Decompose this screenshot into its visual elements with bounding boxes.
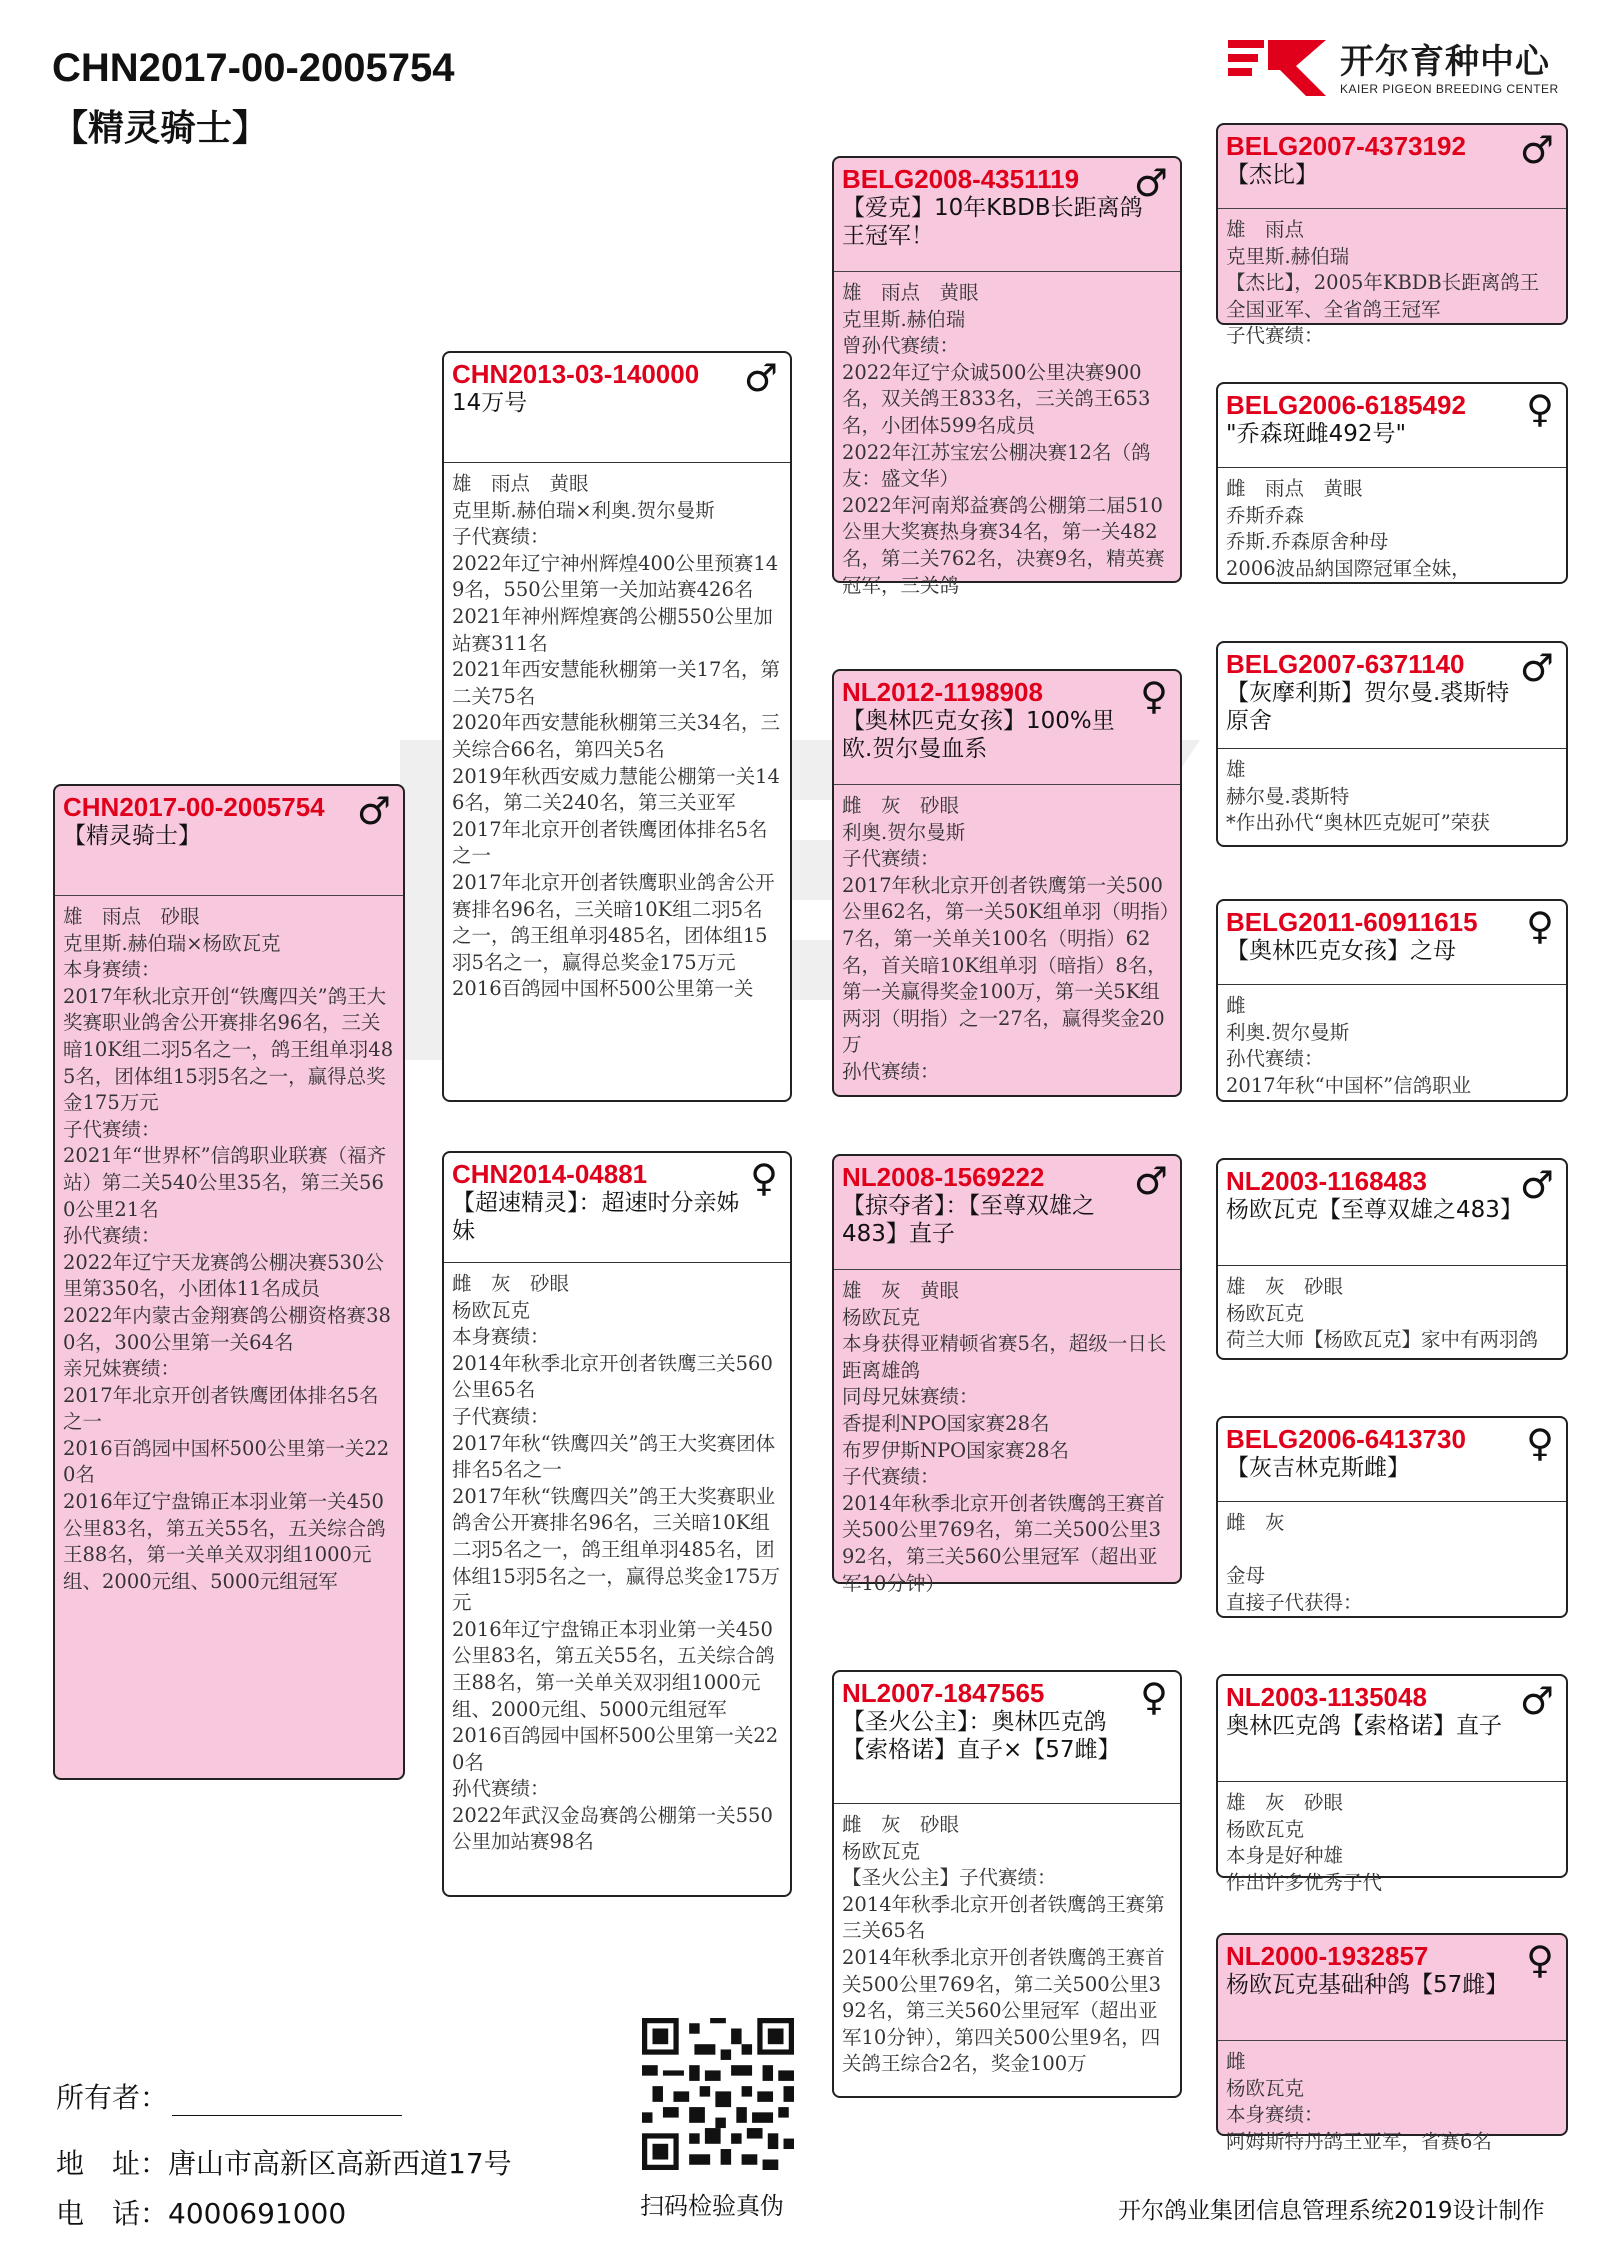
pigeon-name: 【圣火公主】：奥林匹克鸽【索格诺】直子×【57雌】	[842, 1709, 1121, 1763]
logo-mark-icon	[1228, 36, 1328, 100]
reg-number: NL2000-1932857	[1226, 1941, 1429, 1971]
pigeon-details: 雌 利奥.贺尔曼斯 孙代赛绩： 2017年秋“中国杯”信鸽职业	[1226, 994, 1472, 1097]
card-dam-sire	[832, 1154, 1182, 1595]
pigeon-details: 雄 灰 砂眼 杨欧瓦克 荷兰大师【杨欧瓦克】家中有两羽鸽	[1226, 1275, 1539, 1352]
owner-row	[56, 2076, 402, 2116]
pigeon-details: 雄 雨点 黄眼 克里斯.赫伯瑞 曾孙代赛绩： 2022年辽宁众诚500公里决赛900名，双关鸽王833名，三关鸽王653名，小团体599名成员 2022年江苏宝宏公棚决赛12名（鸽友：盛文华） 2022年河南郑益赛鸽公棚第二届510公里大奖赛热身赛34名，第一关482名，第二关762名，决赛9名，精英赛冠军，三关鸽	[842, 281, 1165, 597]
male-icon: ♂	[1133, 161, 1168, 205]
reg-number: BELG2007-4373192	[1226, 131, 1466, 161]
card-sire-sire	[832, 156, 1182, 597]
system-credit: 开尔鸽业集团信息管理系统2019设计制作	[1118, 2198, 1545, 2224]
pigeon-details: 雌 灰 砂眼 利奥.贺尔曼斯 子代赛绩： 2017年秋北京开创者铁鹰第一关500公里62名，第一关50K组单羽（明指）7名，第一关单关100名（明指）62名，首关暗10K组单羽（暗指）8名，第一关赢得奖金100万，第一关5K组两羽（明指）之一27名，赢得奖金20万 孙代赛绩：	[842, 794, 1170, 1083]
reg-number: NL2003-1168483	[1226, 1166, 1427, 1196]
reg-number: BELG2007-6371140	[1226, 649, 1465, 679]
pigeon-name: 【超速精灵】：超速时分亲姊妹	[452, 1190, 740, 1244]
card-dds	[1216, 1674, 1568, 1894]
pigeon-name: "乔森斑雌492号"	[1226, 421, 1407, 447]
phone-value: 4000691000	[168, 2197, 347, 2230]
phone-label: 电 话：	[56, 2197, 169, 2230]
logo-chinese-name: 开尔育种中心	[1340, 42, 1550, 82]
pigeon-name: 【爱克】10年KBDB长距离鸽王冠军！	[842, 195, 1143, 249]
male-icon: ♂	[1519, 646, 1554, 690]
card-dam-dam	[832, 1670, 1182, 2098]
reg-number: NL2008-1569222	[842, 1162, 1045, 1192]
pigeon-name: 【灰摩利斯】贺尔曼.裘斯特原舍	[1226, 680, 1510, 734]
male-icon: ♂	[356, 789, 391, 833]
female-icon: ♀	[750, 1156, 778, 1200]
address-value: 唐山市高新区高新西道17号	[168, 2147, 512, 2180]
reg-number: NL2003-1135048	[1226, 1682, 1427, 1712]
pigeon-details: 雌 杨欧瓦克 本身赛绩： 阿姆斯特丹鸽王亚军，省赛6名	[1226, 2050, 1492, 2153]
pigeon-name: 【掠夺者】：【至尊双雄之483】直子	[842, 1193, 1095, 1247]
pigeon-name: 杨欧瓦克基础种鸽【57雌】	[1226, 1972, 1509, 1998]
pigeon-details: 雌 雨点 黄眼 乔斯乔森 乔斯.乔森原舍种母 2006波品納国際冠軍全妹，	[1226, 477, 1471, 580]
card-dss	[1216, 1158, 1568, 1360]
reg-number: CHN2013-03-140000	[452, 359, 700, 389]
qr-code-icon[interactable]	[642, 2018, 794, 2170]
male-icon: ♂	[1519, 1679, 1554, 1723]
reg-number: CHN2017-00-2005754	[63, 792, 325, 822]
pigeon-name: 【灰吉林克斯雌】	[1226, 1455, 1410, 1481]
pigeon-details: 雄 雨点 克里斯.赫伯瑞 【杰比】，2005年KBDB长距离鸽王全国亚军、全省鸽王冠军 子代赛绩：	[1226, 218, 1540, 348]
pigeon-name: 14万号	[452, 390, 528, 416]
female-icon: ♀	[1526, 1421, 1554, 1465]
pigeon-details: 雄 雨点 砂眼 克里斯.赫伯瑞×杨欧瓦克 本身赛绩： 2017年秋北京开创“铁鹰四关”鸽王大奖赛职业鸽舍公开赛排名96名，三关暗10K组二羽5名之一，鸽王组单羽485名，团体组15羽5名之一，赢得总奖金175万元 子代赛绩： 2021年“世界杯”信鸽职业联赛（福齐站）第二关540公里35名，第三关560公里21名 孙代赛绩： 2022年辽宁天龙赛鸽公棚决赛530公里第350名，小团体11名成员 2022年内蒙古金翔赛鸽公棚资格赛380名，300公里第一关64名 亲兄妹赛绩： 2017年北京开创者铁鹰团体排名5名之一 2016百鸽园中国杯500公里第一关220名 2016年辽宁盘锦正本羽业第一关450公里83名，第五关55名，五关综合鸽王88名，第一关单关双羽组1000元组、2000元组、5000元组冠军	[63, 905, 394, 1593]
logo-english-name: KAIER PIGEON BREEDING CENTER	[1340, 82, 1559, 96]
reg-number: CHN2014-04881	[452, 1159, 648, 1189]
reg-number: BELG2006-6185492	[1226, 390, 1466, 420]
owner-label: 所有者：	[56, 2081, 169, 2114]
pigeon-details: 雌 灰 砂眼 杨欧瓦克 本身赛绩： 2014年秋季北京开创者铁鹰三关560公里65名 子代赛绩： 2017年秋“铁鹰四关”鸽王大奖赛团体排名5名之一 2017年秋“铁鹰四关”鸽王大奖赛职业鸽舍公开赛排名96名，三关暗10K组二羽5名之一，鸽王组单羽485名，团体组15羽5名之一，赢得总奖金175万元 2016年辽宁盘锦正本羽业第一关450公里83名，第五关55名，五关综合鸽王88名，第一关单关双羽组1000元组、2000元组、5000元组冠军 2016百鸽园中国杯500公里第一关220名 孙代赛绩： 2022年武汉金岛赛鸽公棚第一关550公里加站赛98名	[452, 1272, 780, 1854]
female-icon: ♀	[1140, 674, 1168, 718]
pigeon-name: 奥林匹克鸽【索格诺】直子	[1226, 1713, 1502, 1739]
female-icon: ♀	[1526, 387, 1554, 431]
reg-number: BELG2011-60911615	[1226, 907, 1478, 937]
card-sire	[442, 351, 792, 1102]
pigeon-details: 雄 赫尔曼.裘斯特 *作出孙代“奥林匹克妮可”荣获	[1226, 758, 1490, 835]
pedigree-title-name: 【精灵骑士】	[52, 108, 269, 149]
reg-number: NL2007-1847565	[842, 1678, 1045, 1708]
card-subject	[53, 784, 405, 1780]
male-icon: ♂	[743, 356, 778, 400]
pigeon-details: 雄 灰 黄眼 杨欧瓦克 本身获得亚精顿省赛5名，超级一日长距离雄鸽 同母兄妹赛绩： 香提利NPO国家赛28名 布罗伊斯NPO国家赛28名 子代赛绩： 2014年秋季北京开创者铁鹰鸽王赛首关500公里769名，第二关500公里392名，第三关560公里冠军（超出亚军10分钟）	[842, 1279, 1167, 1595]
card-sds	[1216, 641, 1568, 847]
phone-row	[56, 2192, 346, 2232]
reg-number: NL2012-1198908	[842, 677, 1043, 707]
female-icon: ♀	[1526, 1938, 1554, 1982]
pigeon-details: 雄 灰 砂眼 杨欧瓦克 本身是好种雄 作出许多优秀子代	[1226, 1791, 1383, 1894]
card-dsd	[1216, 1416, 1568, 1618]
company-logo	[1228, 34, 1568, 104]
male-icon: ♂	[1519, 128, 1554, 172]
card-ddd	[1216, 1933, 1568, 2153]
pigeon-details: 雄 雨点 黄眼 克里斯.赫伯瑞×利奥.贺尔曼斯 子代赛绩： 2022年辽宁神州辉煌400公里预赛149名，550公里第一关加站赛426名 2021年神州辉煌赛鸽公棚550公里加站赛311名 2021年西安慧能秋棚第一关17名，第二关75名 2020年西安慧能秋棚第三关34名，三关综合66名，第四关5名 2019年秋西安威力慧能公棚第一关146名，第二关240名，第三关亚军 2017年北京开创者铁鹰团体排名5名之一 2017年北京开创者铁鹰职业鸽舍公开赛排名96名，三关暗10K组二羽5名之一，鸽王组单羽485名，团体组15羽5名之一，赢得总奖金175万元 2016百鸽园中国杯500公里第一关	[452, 472, 780, 1001]
pigeon-name: 【奥林匹克女孩】100%里欧.贺尔曼血系	[842, 708, 1115, 762]
female-icon: ♀	[1526, 904, 1554, 948]
pigeon-name: 【杰比】	[1226, 162, 1318, 188]
female-icon: ♀	[1140, 1675, 1168, 1719]
pigeon-name: 【精灵骑士】	[63, 823, 201, 849]
card-sire-dam	[832, 669, 1182, 1097]
owner-blank-line	[172, 2089, 402, 2116]
qr-caption: 扫码检验真伪	[640, 2192, 784, 2220]
reg-number: BELG2006-6413730	[1226, 1424, 1466, 1454]
male-icon: ♂	[1133, 1159, 1168, 1203]
pedigree-title-reg: CHN2017-00-2005754	[52, 46, 455, 90]
male-icon: ♂	[1519, 1163, 1554, 1207]
card-dam	[442, 1151, 792, 1897]
card-sdd	[1216, 899, 1568, 1102]
pigeon-details: 雌 灰 砂眼 杨欧瓦克 【圣火公主】子代赛绩： 2014年秋季北京开创者铁鹰鸽王赛第三关65名 2014年秋季北京开创者铁鹰鸽王赛首关500公里769名，第二关500公里392名，第三关560公里冠军（超出亚军10分钟），第四关500公里9名，四关鸽王综合2名，奖金100万	[842, 1813, 1165, 2076]
card-sss	[1216, 123, 1568, 348]
address-row	[56, 2142, 512, 2182]
pigeon-details: 雌 灰 金母 直接子代获得：	[1226, 1511, 1363, 1614]
address-label: 地 址：	[56, 2147, 169, 2180]
pigeon-name: 杨欧瓦克【至尊双雄之483】	[1226, 1197, 1523, 1223]
card-ssd	[1216, 382, 1568, 584]
reg-number: BELG2008-4351119	[842, 164, 1080, 194]
pigeon-name: 【奥林匹克女孩】之母	[1226, 938, 1456, 964]
